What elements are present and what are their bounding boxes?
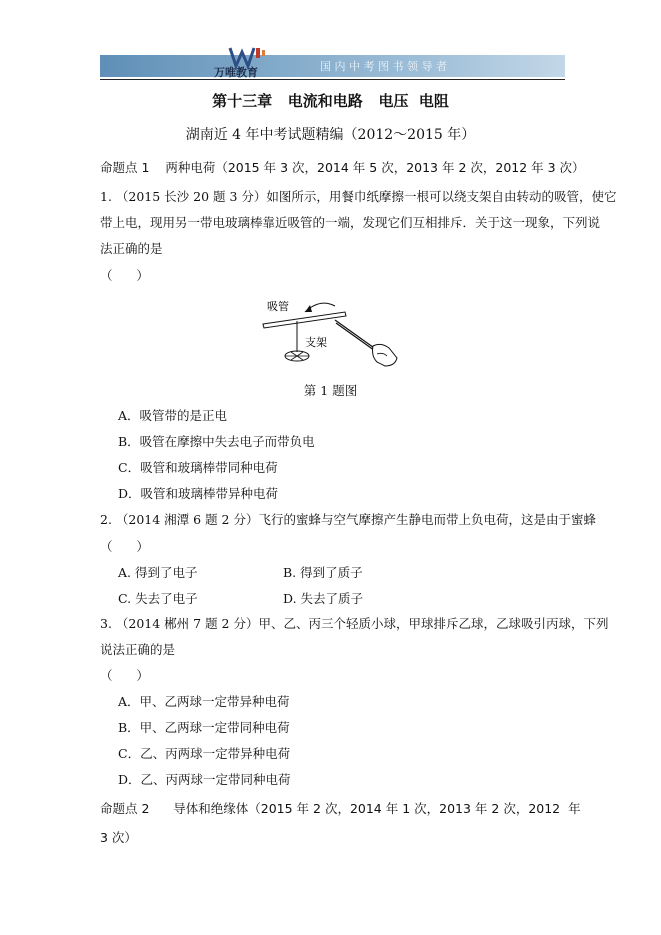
q1-stem-line-1: 1. （2015 长沙 20 题 3 分）如图所示，用餐巾纸摩擦一根可以绕支架自由转动的吸管，使它 xyxy=(100,189,617,204)
topic-2-heading-line-2: 3 次） xyxy=(100,830,137,845)
q1-option-c: C．吸管和玻璃棒带同种电荷 xyxy=(118,460,278,475)
topic-2-heading-line-1: 命题点 2 导体和绝缘体（2015 年 2 次，2014 年 1 次，2013 年 2 次，2012 年 xyxy=(100,801,581,816)
q1-stem-line-3: 法正确的是 xyxy=(100,241,163,256)
q3-stem-line-1: 3. （2014 郴州 7 题 2 分）甲、乙、丙三个轻质小球，甲球排斥乙球，乙球吸引丙球，下列 xyxy=(100,616,609,631)
q3-stem-line-2: 说法正确的是 xyxy=(100,642,176,657)
figure-caption: 第 1 题图 xyxy=(303,383,358,398)
logo-text: 万唯教育 xyxy=(214,66,258,79)
q3-answer-blank: （ ） xyxy=(100,668,149,683)
q1-stem-line-2: 带上电，现用另一带电玻璃棒靠近吸管的一端，发现它们互相排斥．关于这一现象，下列说 xyxy=(100,215,601,230)
topic-1-heading: 命题点 1 两种电荷（2015 年 3 次，2014 年 5 次，2013 年 2 次，2012 年 3 次） xyxy=(100,160,585,175)
header-slogan: 国内中考图书领导者 xyxy=(320,60,451,73)
q3-option-d: D．乙、丙两球一定带同种电荷 xyxy=(118,772,291,787)
q2-option-c: C. 失去了电子 xyxy=(118,591,198,606)
q3-option-b: B．甲、乙两球一定带同种电荷 xyxy=(118,720,290,735)
figure-label-stand: 支架 xyxy=(305,336,327,349)
q1-option-a: A．吸管带的是正电 xyxy=(118,408,228,423)
header-divider xyxy=(100,79,565,80)
q2-option-a: A. 得到了电子 xyxy=(118,565,198,580)
straw-stand-figure xyxy=(255,290,405,380)
q2-option-d: D. 失去了质子 xyxy=(283,591,364,606)
q1-answer-blank: （ ） xyxy=(100,268,149,283)
q3-option-a: A．甲、乙两球一定带异种电荷 xyxy=(118,694,290,709)
q1-option-b: B．吸管在摩擦中失去电子而带负电 xyxy=(118,434,315,449)
figure-label-straw: 吸管 xyxy=(267,300,289,313)
q2-option-b: B. 得到了质子 xyxy=(283,565,363,580)
chapter-subtitle: 湖南近 4 年中考试题精编（2012～2015 年） xyxy=(185,127,476,143)
q2-answer-blank: （ ） xyxy=(100,539,149,554)
q3-option-c: C．乙、丙两球一定带异种电荷 xyxy=(118,746,291,761)
q1-option-d: D．吸管和玻璃棒带异种电荷 xyxy=(118,486,279,501)
q2-stem-line-1: 2. （2014 湘潭 6 题 2 分）飞行的蜜蜂与空气摩擦产生静电而带上负电荷，这是由于蜜蜂 xyxy=(100,512,596,527)
chapter-title: 第十三章 电流和电路 电压 电阻 xyxy=(212,92,449,110)
